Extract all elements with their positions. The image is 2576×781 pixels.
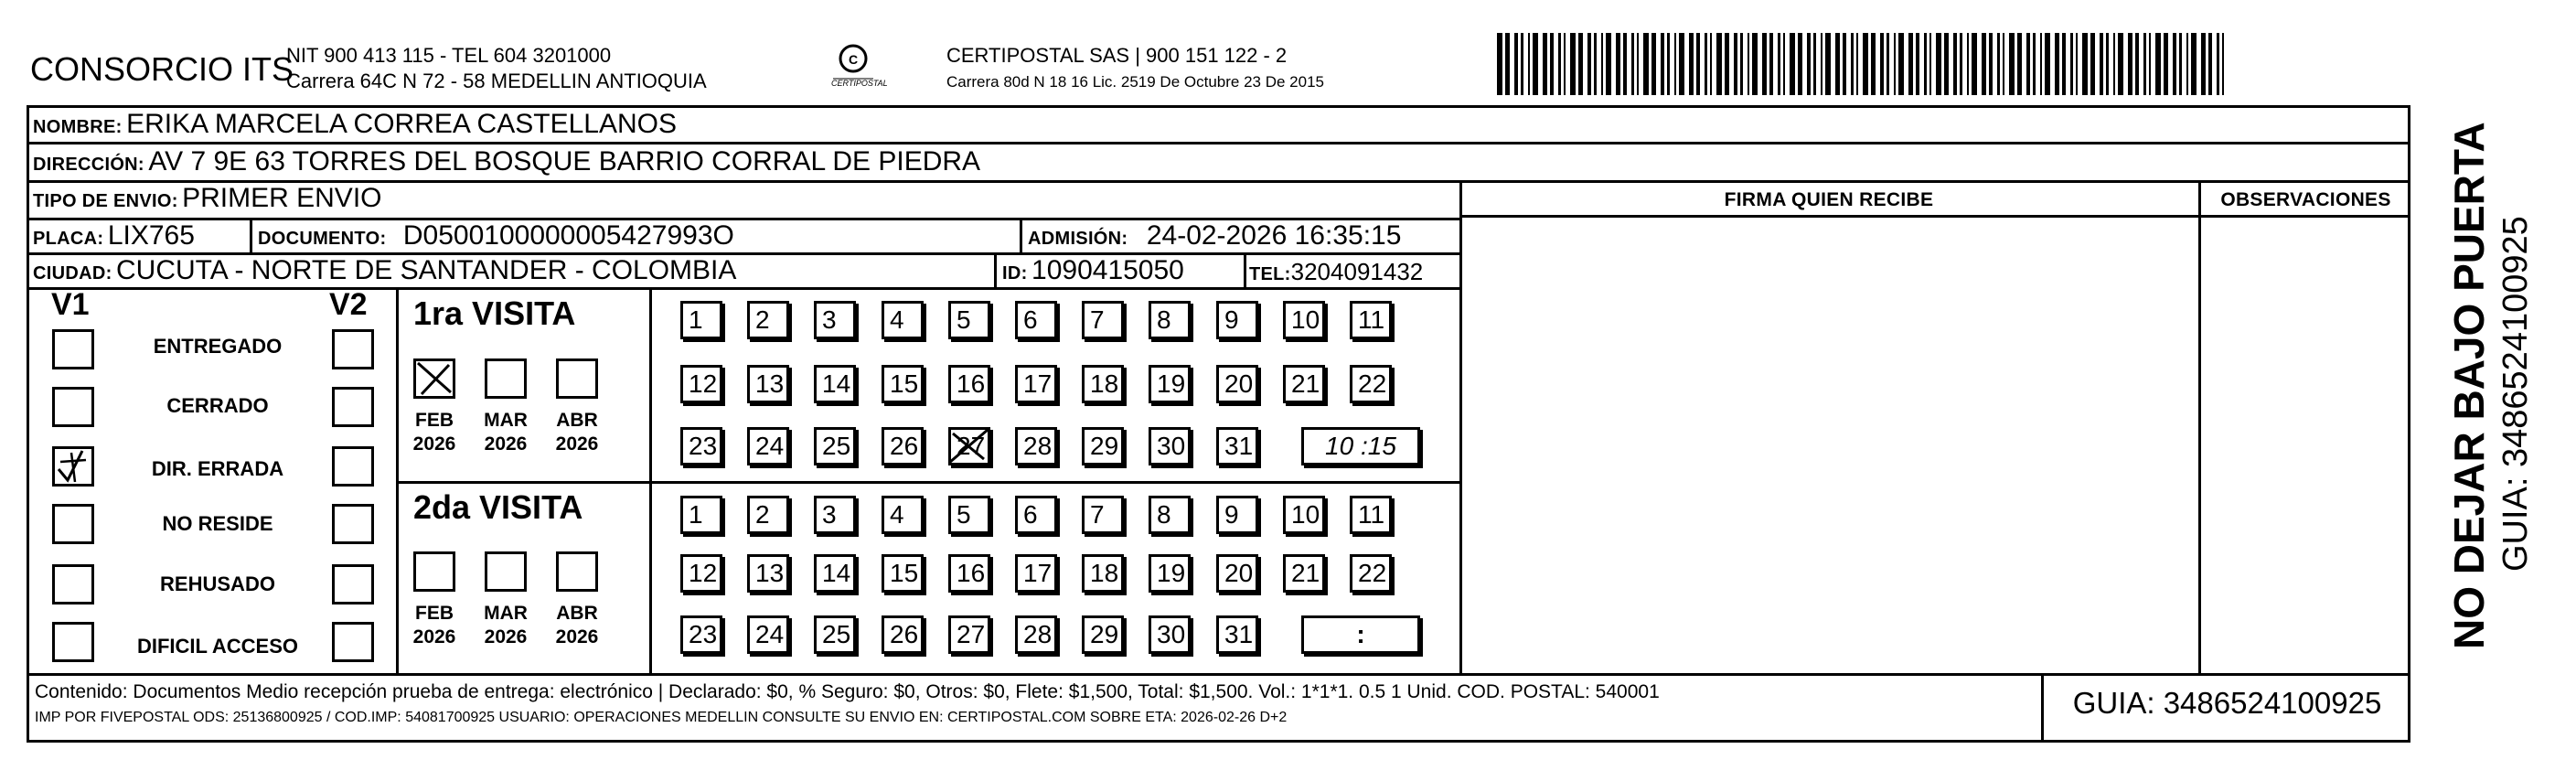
barcode-bar bbox=[2149, 33, 2151, 95]
barcode-bar bbox=[1825, 33, 1831, 95]
second-visit-day-23[interactable] bbox=[680, 615, 722, 654]
barcode-bar bbox=[1696, 33, 1700, 95]
barcode-bar bbox=[2017, 33, 2022, 95]
first-visit-day-29[interactable] bbox=[1082, 427, 1124, 465]
direccion-value: AV 7 9E 63 TORRES DEL BOSQUE BARRIO CORRAL DE PIEDRA bbox=[148, 146, 981, 177]
barcode-bar bbox=[1790, 33, 1795, 95]
barcode-bar bbox=[1674, 33, 1676, 95]
second-visit-day-24[interactable] bbox=[747, 615, 789, 654]
barcode-bar bbox=[1769, 33, 1773, 95]
first-visit-day-5[interactable] bbox=[948, 301, 990, 339]
barcode-bar bbox=[1908, 33, 1913, 95]
first-visit-day-3[interactable] bbox=[814, 301, 856, 339]
first-visit-day-label: 5 bbox=[957, 305, 971, 334]
certipostal-line1: CERTIPOSTAL SAS | 900 151 122 - 2 bbox=[946, 44, 1288, 67]
second-visit-day-2[interactable] bbox=[747, 496, 789, 534]
barcode-bar bbox=[1871, 33, 1876, 95]
first-visit-day-label: 18 bbox=[1090, 369, 1119, 398]
first-visit-day-label: 16 bbox=[957, 369, 986, 398]
logo-text: CERTIPOSTAL bbox=[831, 79, 888, 88]
barcode-bar bbox=[1929, 33, 1931, 95]
second-visit-day-label: 10 bbox=[1291, 500, 1320, 529]
second-visit-month-label-mar: MAR 2026 bbox=[484, 603, 528, 647]
direccion-label: DIRECCIÓN: bbox=[33, 155, 144, 175]
barcode-bar bbox=[1570, 33, 1576, 95]
svg-text:C: C bbox=[848, 52, 859, 67]
first-visit-day-label: 21 bbox=[1291, 369, 1320, 398]
handwritten-check-icon bbox=[55, 449, 91, 484]
status-label-rehusado: REHUSADO bbox=[160, 572, 275, 595]
first-visit-day-label: 10 bbox=[1291, 305, 1320, 334]
second-visit-day-label: 2 bbox=[755, 500, 770, 529]
barcode-bar bbox=[2055, 33, 2059, 95]
barcode-bar bbox=[2173, 33, 2176, 95]
first-visit-day-label: 26 bbox=[890, 432, 919, 460]
first-visit-day-7[interactable] bbox=[1082, 301, 1124, 339]
barcode-bar bbox=[1725, 33, 1729, 95]
barcode-bar bbox=[1710, 33, 1712, 95]
company-address: Carrera 64C N 72 - 58 MEDELLIN ANTIOQUIA bbox=[286, 70, 707, 92]
tipo-envio-label: TIPO DE ENVIO: bbox=[33, 191, 178, 211]
barcode-bar bbox=[1821, 33, 1822, 95]
barcode-bar bbox=[2040, 33, 2042, 95]
barcode-bar bbox=[1856, 33, 1858, 95]
second-visit-day-label: 8 bbox=[1157, 500, 1171, 529]
barcode-bar bbox=[2208, 33, 2212, 95]
barcode-bar bbox=[2222, 33, 2224, 95]
first-visit-day-9[interactable] bbox=[1216, 301, 1258, 339]
barcode-bar bbox=[1587, 33, 1591, 95]
placa-value: LIX765 bbox=[107, 220, 195, 251]
second-visit-day-label: 12 bbox=[689, 559, 718, 587]
barcode-bar bbox=[2143, 33, 2146, 95]
barcode-bar bbox=[1550, 33, 1554, 95]
barcode-bar bbox=[2179, 33, 2182, 95]
second-visit-day-label: 9 bbox=[1224, 500, 1239, 529]
first-visit-day-label: 11 bbox=[1358, 305, 1385, 334]
barcode-bar bbox=[1851, 33, 1854, 95]
barcode-bar bbox=[1898, 33, 1904, 95]
first-visit-day-label: 20 bbox=[1224, 369, 1254, 398]
first-visit-time: 10 :15 bbox=[1325, 432, 1396, 460]
first-visit-day-label: 19 bbox=[1157, 369, 1186, 398]
second-visit-day-label: 20 bbox=[1224, 559, 1254, 587]
first-visit-day-30[interactable] bbox=[1149, 427, 1191, 465]
tipo-envio-value: PRIMER ENVIO bbox=[182, 183, 382, 213]
barcode-bar bbox=[1967, 33, 1969, 95]
barcode-bar bbox=[1807, 33, 1811, 95]
barcode-bar bbox=[1748, 33, 1749, 95]
barcode-bar bbox=[2118, 33, 2123, 95]
footer-guia-number: GUIA: 3486524100925 bbox=[2072, 686, 2382, 720]
barcode-bar bbox=[2135, 33, 2139, 95]
barcode-bar bbox=[1752, 33, 1758, 95]
second-visit-day-13[interactable] bbox=[747, 554, 789, 593]
barcode-bar bbox=[1936, 33, 1941, 95]
first-visit-day-19[interactable] bbox=[1149, 365, 1191, 403]
second-visit-day-4[interactable] bbox=[882, 496, 924, 534]
first-visit-day-label: 8 bbox=[1157, 305, 1171, 334]
second-visit-day-15[interactable] bbox=[882, 554, 924, 593]
first-visit-month-mar-checkbox[interactable] bbox=[485, 358, 527, 399]
second-visit-day-label: 27 bbox=[957, 620, 986, 648]
barcode-bar bbox=[1528, 33, 1530, 95]
barcode-bar bbox=[1616, 33, 1620, 95]
ciudad-label: CIUDAD: bbox=[33, 263, 112, 284]
certipostal-line2: Carrera 80d N 18 16 Lic. 2519 De Octubre 23 De 2015 bbox=[946, 73, 1324, 91]
barcode-bar bbox=[1783, 33, 1785, 95]
second-visit-day-label: 15 bbox=[890, 559, 919, 587]
no-dejar-bajo-puerta-text: NO DEJAR BAJO PUERTA bbox=[2445, 122, 2493, 649]
nombre-label: NOMBRE: bbox=[33, 117, 123, 137]
company-name: CONSORCIO ITS bbox=[30, 50, 294, 88]
first-visit-day-8[interactable] bbox=[1149, 301, 1191, 339]
v1-checkbox-rehusado[interactable] bbox=[52, 564, 94, 604]
first-visit-day-28[interactable] bbox=[1015, 427, 1057, 465]
second-visit-day-16[interactable] bbox=[948, 554, 990, 593]
barcode-bar bbox=[1887, 33, 1889, 95]
first-visit-day-label: 24 bbox=[755, 432, 785, 460]
handwritten-x-icon bbox=[416, 361, 454, 398]
first-visit-day-21[interactable] bbox=[1283, 365, 1325, 403]
first-visit-day-label: 2 bbox=[755, 305, 770, 334]
second-visit-day-30[interactable] bbox=[1149, 615, 1191, 654]
second-visit-day-label: 24 bbox=[755, 620, 785, 648]
barcode-bar bbox=[2155, 33, 2161, 95]
footer-contents-line: Contenido: Documentos Medio recepción prueba de entrega: electrónico | Declarado: $0, % Seguro: $0, Otros: $0, Flete: $1,500, Total: $1,500. Vol.: 1*1*1. 0.5 1 Unid. COD. POSTAL: 540001 bbox=[35, 681, 1660, 702]
barcode-bar bbox=[1661, 33, 1664, 95]
first-visit-day-label: 28 bbox=[1023, 432, 1053, 460]
v1-label: V1 bbox=[51, 287, 90, 322]
v2-checkbox-cerrado[interactable] bbox=[332, 387, 374, 427]
first-visit-time-box[interactable] bbox=[1301, 427, 1420, 465]
barcode-bar bbox=[2033, 33, 2036, 95]
first-visit-day-15[interactable] bbox=[882, 365, 924, 403]
barcode-bar bbox=[2186, 33, 2188, 95]
second-visit-day-label: 28 bbox=[1023, 620, 1053, 648]
second-visit-day-8[interactable] bbox=[1149, 496, 1191, 534]
v1-checkbox-dir-errada[interactable] bbox=[52, 446, 94, 487]
admision-value: 24-02-2026 16:35:15 bbox=[1146, 220, 1402, 251]
barcode-bar bbox=[2128, 33, 2132, 95]
v2-checkbox-dir-errada[interactable] bbox=[332, 446, 374, 487]
second-visit-day-25[interactable] bbox=[814, 615, 856, 654]
first-visit-day-26[interactable] bbox=[882, 427, 924, 465]
barcode-bar bbox=[1533, 33, 1538, 95]
first-visit-month-label-abr: ABR 2026 bbox=[555, 410, 599, 455]
status-label-dificil-acceso: DIFICIL ACCESO bbox=[136, 635, 298, 658]
barcode-bar bbox=[1835, 33, 1840, 95]
second-visit-month-label-abr: ABR 2026 bbox=[555, 603, 599, 647]
barcode-bar bbox=[1564, 33, 1566, 95]
status-label-cerrado: CERRADO bbox=[166, 394, 269, 417]
ciudad-value: CUCUTA - NORTE DE SANTANDER - COLOMBIA bbox=[116, 255, 737, 285]
first-visit-day-2[interactable] bbox=[747, 301, 789, 339]
second-visit-day-label: 13 bbox=[755, 559, 785, 587]
barcode-bar bbox=[1558, 33, 1561, 95]
barcode-bar bbox=[1953, 33, 1957, 95]
second-visit-day-12[interactable] bbox=[680, 554, 722, 593]
first-visit-month-feb-checkbox[interactable] bbox=[413, 358, 455, 399]
placa-label: PLACA: bbox=[33, 229, 104, 249]
documento-label: DOCUMENTO: bbox=[258, 229, 387, 249]
first-visit-day-label: 1 bbox=[689, 305, 703, 334]
barcode-bar bbox=[2070, 33, 2073, 95]
v2-label: V2 bbox=[329, 287, 368, 322]
barcode-bar bbox=[1740, 33, 1743, 95]
second-visit-day-label: 25 bbox=[822, 620, 851, 648]
first-visit-day-27[interactable] bbox=[948, 427, 990, 465]
first-visit-month-abr-checkbox[interactable] bbox=[556, 358, 598, 399]
nombre-value: ERIKA MARCELA CORREA CASTELLANOS bbox=[126, 109, 677, 139]
first-visit-day-label: 3 bbox=[822, 305, 837, 334]
first-visit-day-label: 31 bbox=[1224, 432, 1254, 460]
barcode-bar bbox=[1843, 33, 1846, 95]
barcode-bar bbox=[1734, 33, 1737, 95]
first-visit-title: 1ra VISITA bbox=[413, 294, 576, 332]
v1-checkbox-cerrado[interactable] bbox=[52, 387, 94, 427]
second-visit-day-label: 7 bbox=[1090, 500, 1105, 529]
barcode-bar bbox=[1863, 33, 1868, 95]
barcode-bar bbox=[1505, 33, 1510, 95]
side-guia-number: GUIA: 3486524100925 bbox=[2496, 216, 2535, 572]
first-visit-day-24[interactable] bbox=[747, 427, 789, 465]
barcode-bar bbox=[1778, 33, 1780, 95]
barcode-bar bbox=[1762, 33, 1767, 95]
second-visit-day-label: 26 bbox=[890, 620, 919, 648]
second-visit-day-17[interactable] bbox=[1015, 554, 1057, 593]
second-visit-day-26[interactable] bbox=[882, 615, 924, 654]
first-visit-day-label: 4 bbox=[890, 305, 904, 334]
second-visit-day-1[interactable] bbox=[680, 496, 722, 534]
barcode-bar bbox=[1679, 33, 1684, 95]
first-visit-month-label-feb: FEB 2026 bbox=[412, 410, 456, 455]
footer-imp-line: IMP POR FIVEPOSTAL ODS: 25136800925 / COD.IMP: 54081700925 USUARIO: OPERACIONES MEDELLIN CONSULTE SU ENVIO EN: CERTIPOSTAL.COM SOBRE ETA: 2026-02-26 D+2 bbox=[35, 710, 1288, 725]
barcode-bar bbox=[1798, 33, 1802, 95]
second-visit-day-label: 17 bbox=[1023, 559, 1053, 587]
barcode-bar bbox=[2217, 33, 2219, 95]
second-visit-day-21[interactable] bbox=[1283, 554, 1325, 593]
second-visit-day-label: 30 bbox=[1157, 620, 1186, 648]
second-visit-day-20[interactable] bbox=[1216, 554, 1258, 593]
first-visit-day-1[interactable] bbox=[680, 301, 722, 339]
first-visit-day-10[interactable] bbox=[1283, 301, 1325, 339]
barcode-bar bbox=[1637, 33, 1639, 95]
first-visit-day-23[interactable] bbox=[680, 427, 722, 465]
second-visit-day-11[interactable] bbox=[1350, 496, 1392, 534]
second-visit-day-label: 31 bbox=[1224, 620, 1254, 648]
first-visit-day-label: 13 bbox=[755, 369, 785, 398]
first-visit-day-label: 14 bbox=[822, 369, 851, 398]
first-visit-day-label: 29 bbox=[1090, 432, 1119, 460]
first-visit-day-label: 25 bbox=[822, 432, 851, 460]
second-visit-time-box[interactable] bbox=[1301, 615, 1420, 654]
first-visit-day-12[interactable] bbox=[680, 365, 722, 403]
first-visit-day-13[interactable] bbox=[747, 365, 789, 403]
first-visit-day-label: 9 bbox=[1224, 305, 1239, 334]
barcode-bar bbox=[1514, 33, 1518, 95]
second-visit-day-27[interactable] bbox=[948, 615, 990, 654]
second-visit-day-10[interactable] bbox=[1283, 496, 1325, 534]
second-visit-day-6[interactable] bbox=[1015, 496, 1057, 534]
second-visit-day-9[interactable] bbox=[1216, 496, 1258, 534]
tel-value: 3204091432 bbox=[1290, 258, 1424, 285]
second-visit-day-5[interactable] bbox=[948, 496, 990, 534]
barcode-bar bbox=[1667, 33, 1670, 95]
first-visit-day-18[interactable] bbox=[1082, 365, 1124, 403]
second-visit-day-label: 22 bbox=[1358, 559, 1387, 587]
second-visit-day-label: 11 bbox=[1358, 500, 1385, 529]
barcode-bar bbox=[2003, 33, 2004, 95]
first-visit-month-label-mar: MAR 2026 bbox=[484, 410, 528, 455]
barcode-bar bbox=[2009, 33, 2015, 95]
second-visit-title: 2da VISITA bbox=[413, 488, 583, 526]
first-visit-day-label: 17 bbox=[1023, 369, 1053, 398]
first-visit-day-11[interactable] bbox=[1350, 301, 1392, 339]
barcode-bar bbox=[2026, 33, 2030, 95]
barcode-bar bbox=[1643, 33, 1649, 95]
barcode-bar bbox=[2113, 33, 2115, 95]
barcode-bar bbox=[2076, 33, 2078, 95]
second-visit-day-29[interactable] bbox=[1082, 615, 1124, 654]
second-visit-day-label: 14 bbox=[822, 559, 851, 587]
company-nit: NIT 900 413 115 - TEL 604 3201000 bbox=[286, 44, 612, 67]
second-visit-day-22[interactable] bbox=[1350, 554, 1392, 593]
second-visit-day-label: 29 bbox=[1090, 620, 1119, 648]
second-visit-day-31[interactable] bbox=[1216, 615, 1258, 654]
barcode-bar bbox=[2164, 33, 2168, 95]
observaciones-label: OBSERVACIONES bbox=[2220, 189, 2391, 210]
barcode-bar bbox=[1689, 33, 1694, 95]
second-visit-day-label: 4 bbox=[890, 500, 904, 529]
barcode-bar bbox=[2082, 33, 2088, 95]
barcode-bar bbox=[2201, 33, 2206, 95]
first-visit-day-6[interactable] bbox=[1015, 301, 1057, 339]
v2-checkbox-no-reside[interactable] bbox=[332, 504, 374, 544]
first-visit-day-label: 7 bbox=[1090, 305, 1105, 334]
id-value: 1090415050 bbox=[1031, 255, 1184, 285]
second-visit-day-18[interactable] bbox=[1082, 554, 1124, 593]
second-visit-day-label: 16 bbox=[957, 559, 986, 587]
barcode-bar bbox=[1960, 33, 1962, 95]
v1-checkbox-dificil-acceso[interactable] bbox=[52, 622, 94, 662]
barcode-bar bbox=[1997, 33, 2000, 95]
barcode-bar bbox=[2100, 33, 2103, 95]
barcode bbox=[1497, 33, 2226, 95]
first-visit-day-16[interactable] bbox=[948, 365, 990, 403]
barcode-bar bbox=[1606, 33, 1611, 95]
first-visit-day-label: 27 bbox=[957, 432, 986, 460]
second-visit-day-label: 21 bbox=[1291, 559, 1320, 587]
status-label-entregado: ENTREGADO bbox=[153, 335, 283, 358]
tel-label: TEL: bbox=[1249, 264, 1291, 284]
second-visit-day-label: 3 bbox=[822, 500, 837, 529]
first-visit-day-31[interactable] bbox=[1216, 427, 1258, 465]
second-visit-month-mar-checkbox[interactable] bbox=[485, 551, 527, 592]
second-visit-month-label-feb: FEB 2026 bbox=[412, 603, 456, 647]
barcode-bar bbox=[1813, 33, 1816, 95]
first-visit-day-4[interactable] bbox=[882, 301, 924, 339]
v2-checkbox-dificil-acceso[interactable] bbox=[332, 622, 374, 662]
first-visit-day-label: 12 bbox=[689, 369, 718, 398]
barcode-bar bbox=[1594, 33, 1597, 95]
first-visit-day-20[interactable] bbox=[1216, 365, 1258, 403]
barcode-bar bbox=[1601, 33, 1603, 95]
second-visit-day-label: 19 bbox=[1157, 559, 1186, 587]
second-visit-day-label: 23 bbox=[689, 620, 718, 648]
barcode-bar bbox=[1989, 33, 1993, 95]
second-visit-day-3[interactable] bbox=[814, 496, 856, 534]
barcode-bar bbox=[2062, 33, 2066, 95]
status-label-no-reside: NO RESIDE bbox=[162, 512, 273, 535]
barcode-bar bbox=[1894, 33, 1896, 95]
first-visit-day-label: 23 bbox=[689, 432, 718, 460]
second-visit-day-label: 6 bbox=[1023, 500, 1038, 529]
id-label: ID: bbox=[1002, 263, 1028, 284]
first-visit-day-25[interactable] bbox=[814, 427, 856, 465]
v1-checkbox-entregado[interactable] bbox=[52, 329, 94, 369]
barcode-bar bbox=[1578, 33, 1583, 95]
second-visit-day-label: 18 bbox=[1090, 559, 1119, 587]
v2-checkbox-rehusado[interactable] bbox=[332, 564, 374, 604]
barcode-bar bbox=[1916, 33, 1919, 95]
barcode-bar bbox=[2191, 33, 2197, 95]
first-visit-day-14[interactable] bbox=[814, 365, 856, 403]
barcode-bar bbox=[2106, 33, 2109, 95]
second-visit-month-feb-checkbox[interactable] bbox=[413, 551, 455, 592]
barcode-bar bbox=[1716, 33, 1722, 95]
barcode-bar bbox=[1982, 33, 1986, 95]
barcode-bar bbox=[1497, 33, 1502, 95]
barcode-bar bbox=[1880, 33, 1884, 95]
first-visit-day-17[interactable] bbox=[1015, 365, 1057, 403]
barcode-bar bbox=[2090, 33, 2095, 95]
second-visit-day-19[interactable] bbox=[1149, 554, 1191, 593]
second-visit-day-label: 5 bbox=[957, 500, 971, 529]
v2-checkbox-entregado[interactable] bbox=[332, 329, 374, 369]
barcode-bar bbox=[1543, 33, 1547, 95]
first-visit-day-label: 15 bbox=[890, 369, 919, 398]
barcode-bar bbox=[1623, 33, 1627, 95]
second-visit-day-14[interactable] bbox=[814, 554, 856, 593]
barcode-bar bbox=[1924, 33, 1927, 95]
documento-value: D0500100000005427993O bbox=[402, 220, 734, 251]
barcode-bar bbox=[2045, 33, 2050, 95]
handwritten-cross-icon bbox=[946, 426, 993, 466]
v1-checkbox-no-reside[interactable] bbox=[52, 504, 94, 544]
barcode-bar bbox=[1651, 33, 1656, 95]
second-visit-day-label: 1 bbox=[689, 500, 703, 529]
second-visit-month-abr-checkbox[interactable] bbox=[556, 551, 598, 592]
barcode-bar bbox=[1972, 33, 1977, 95]
first-visit-day-label: 30 bbox=[1157, 432, 1186, 460]
second-visit-day-28[interactable] bbox=[1015, 615, 1057, 654]
barcode-bar bbox=[1521, 33, 1523, 95]
barcode-bar bbox=[1944, 33, 1949, 95]
firma-label: FIRMA QUIEN RECIBE bbox=[1724, 189, 1934, 210]
admision-label: ADMISIÓN: bbox=[1028, 229, 1128, 249]
barcode-bar bbox=[1705, 33, 1707, 95]
first-visit-day-label: 22 bbox=[1358, 369, 1387, 398]
second-visit-day-7[interactable] bbox=[1082, 496, 1124, 534]
second-visit-time: : bbox=[1356, 620, 1365, 648]
barcode-bar bbox=[1631, 33, 1634, 95]
status-label-dir-errada: DIR. ERRADA bbox=[151, 457, 284, 480]
first-visit-day-22[interactable] bbox=[1350, 365, 1392, 403]
first-visit-day-label: 6 bbox=[1023, 305, 1038, 334]
